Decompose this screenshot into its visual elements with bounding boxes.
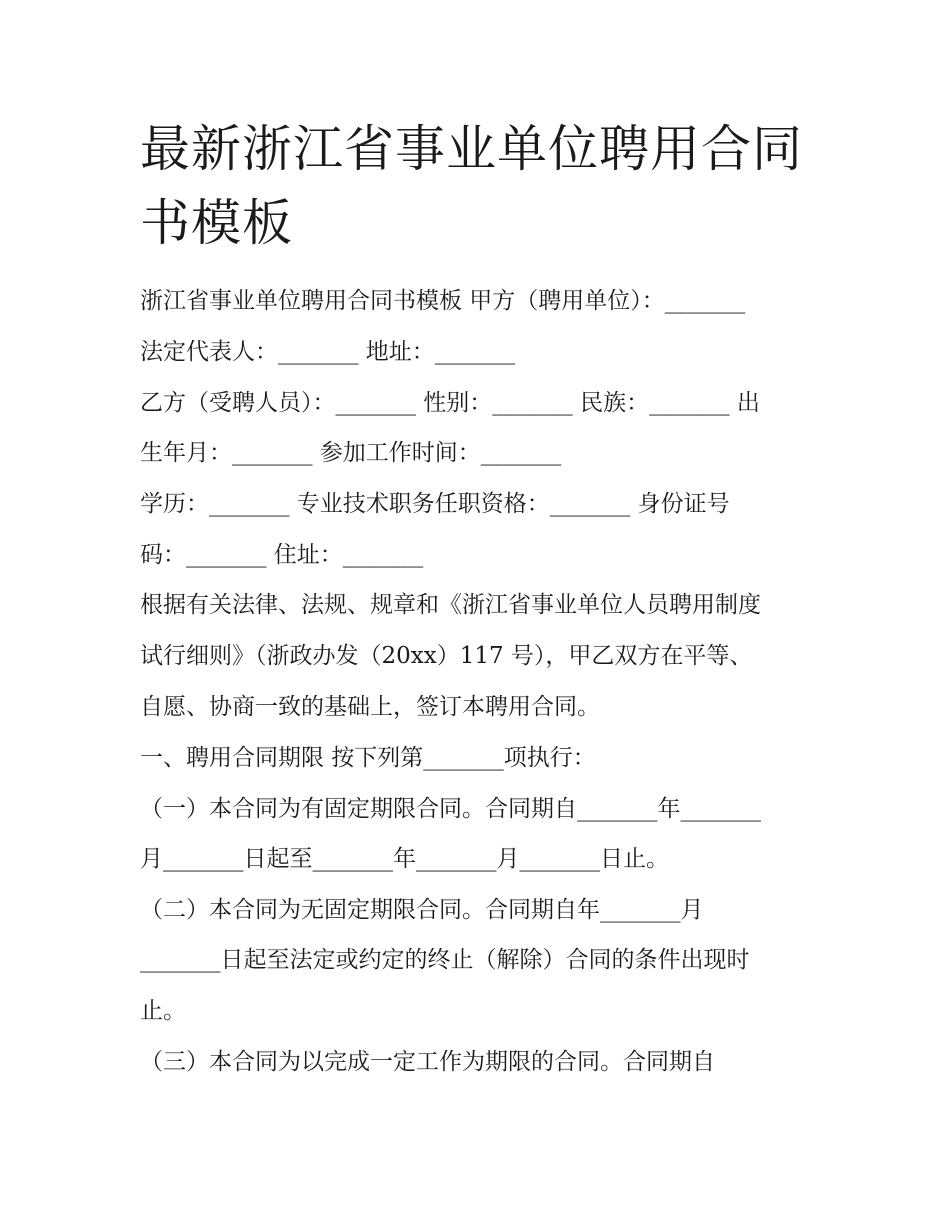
text-line: 码：_______ 住址：_______ — [140, 542, 424, 568]
text-line: 乙方（受聘人员）：_______ 性别：_______ 民族：_______ 出 — [140, 390, 760, 416]
title-line-2: 书模板 — [140, 194, 293, 252]
title-line-1: 最新浙江省事业单位聘用合同 — [140, 120, 803, 178]
text-line: 生年月：_______ 参加工作时间：_______ — [140, 440, 562, 466]
text-line: 浙江省事业单位聘用合同书模板 甲方（聘用单位）：_______ — [140, 288, 746, 314]
text-line: 试行细则》（浙政办发（20xx）117 号），甲乙双方在平等、 — [140, 643, 753, 669]
text-line: _______日起至法定或约定的终止（解除）合同的条件出现时 — [140, 947, 750, 973]
text-line: （二）本合同为无固定期限合同。合同期自年_______月 — [140, 897, 704, 923]
text-line: 法定代表人：_______ 地址：_______ — [140, 339, 516, 365]
text-line: （一）本合同为有固定期限合同。合同期自_______年_______ — [140, 796, 761, 822]
text-line: 学历：_______ 专业技术职务任职资格：_______ 身份证号 — [140, 491, 730, 517]
text-line: 一、聘用合同期限 按下列第_______项执行： — [140, 745, 596, 771]
text-line: 月_______日起至_______年_______月_______日止。 — [140, 846, 669, 872]
text-line: 自愿、协商一致的基础上，签订本聘用合同。 — [140, 694, 600, 720]
text-line: （三）本合同为以完成一定工作为期限的合同。合同期自 — [140, 1049, 715, 1075]
text-line: 根据有关法律、法规、规章和《浙江省事业单位人员聘用制度 — [140, 592, 761, 618]
text-line: 止。 — [140, 998, 186, 1024]
document-title — [140, 112, 820, 260]
